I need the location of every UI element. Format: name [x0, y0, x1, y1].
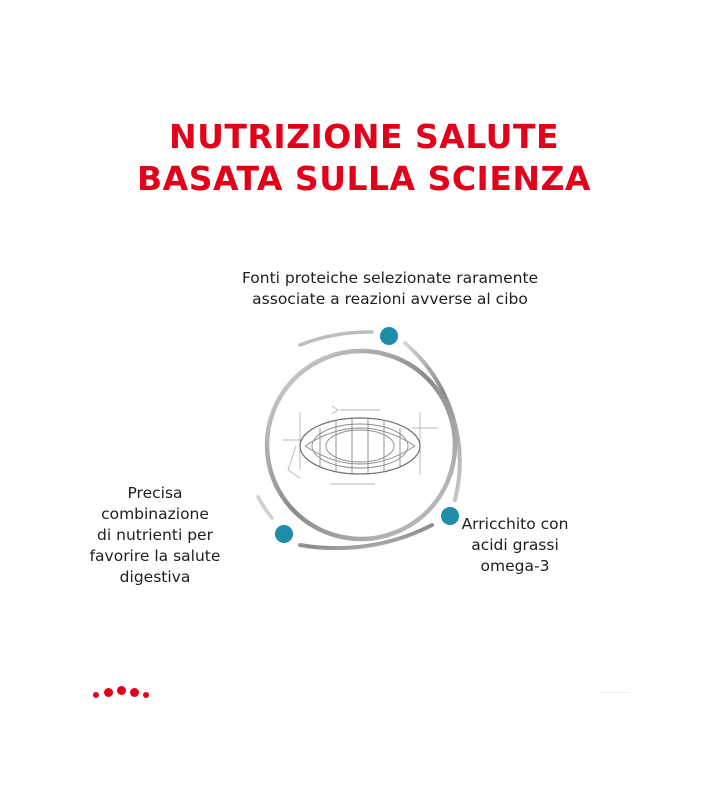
- marker-dot-right: [441, 507, 459, 525]
- benefit-omega3-line: omega-3: [480, 557, 550, 575]
- benefit-digestive-line: Precisa: [127, 484, 183, 502]
- inner-ring: [267, 351, 455, 539]
- page-title-line-1: NUTRIZIONE SALUTE: [168, 117, 560, 156]
- outer-ring-arc: [300, 332, 372, 345]
- outer-ring-arc: [258, 497, 272, 518]
- benefit-protein-line: Fonti proteiche selezionate raramente: [241, 269, 539, 287]
- benefit-protein-line: associate a reazioni avverse al cibo: [252, 290, 528, 308]
- marker-dot-left: [275, 525, 293, 543]
- benefit-omega3-line: Arricchito con: [461, 515, 569, 533]
- benefit-omega3-line: acidi grassi: [471, 536, 559, 554]
- kibble-sketch-icon: [283, 406, 438, 484]
- benefit-digestive-line: digestiva: [119, 568, 191, 586]
- page-title-line-2: BASATA SULLA SCIENZA: [137, 159, 591, 198]
- benefit-digestive-line: combinazione: [101, 505, 209, 523]
- benefit-digestive-line: di nutrienti per: [97, 526, 213, 544]
- logo-dot: [93, 692, 99, 698]
- marker-dot-top: [380, 327, 398, 345]
- logo-dot: [130, 688, 139, 697]
- benefit-digestive-line: favorire la salute: [89, 547, 221, 565]
- logo-dot: [117, 686, 126, 695]
- bottom-faint-divider: [600, 692, 630, 693]
- logo-dot: [143, 692, 149, 698]
- logo-dot: [104, 688, 113, 697]
